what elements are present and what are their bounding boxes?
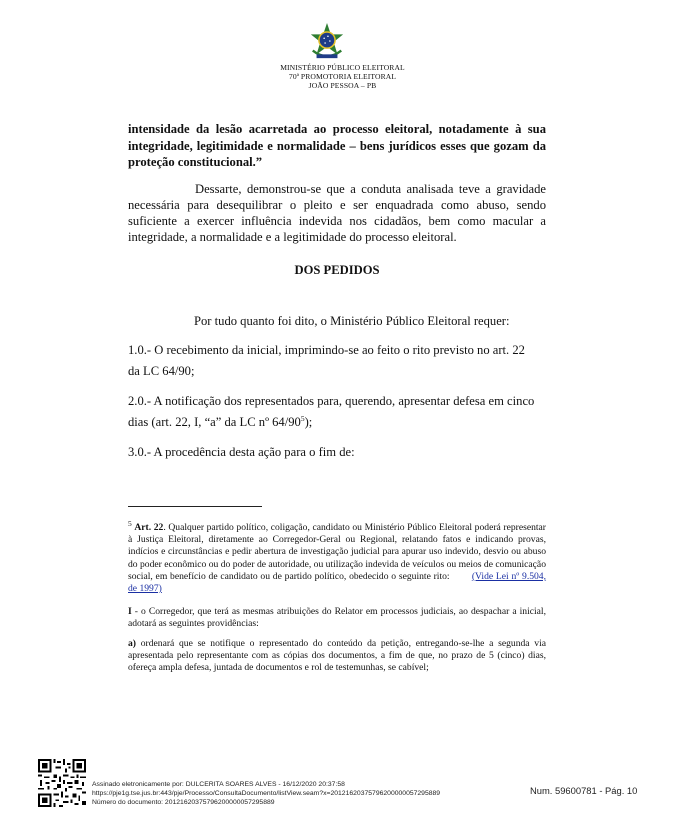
argument-paragraph-text: Dessarte, demonstrou-se que a conduta analisada teve a gravidade necessária para desequilibrar o pleito e ser enquadrada como abuso, sendo suficiente a exercer influência indevida nos cidadãos, bem como macular a integridade, a normalidade e a legitimidade do processo eleitoral. (128, 182, 546, 244)
footnote-article-text: . Qualquer partido político, coligação, candidato ou Ministério Público Eleitoral poderá representar à Justiça Eleitoral, diretamente ao Corregedor-Geral ou Regional, relatando fatos e indicando provas, indícios e circunstâncias e pedir abertura de investigação judicial para apurar uso indevido, desvio ou abuso do poder econômico ou do poder de autoridade, ou utilização indevida de veículos ou meios de comunicação social, em benefício de candidato ou de partido político, obedecido o seguinte rito: (128, 522, 546, 582)
footnote-item-i-text: - o Corregedor, que terá as mesmas atribuições do Relator em processos judiciais, ao despachar a inicial, adotará as seguintes providências: (128, 606, 546, 630)
footnote-item-i (128, 606, 546, 630)
header-line-ministry: MINISTÉRIO PÚBLICO ELEITORAL (280, 63, 405, 72)
footnote-item-i-label: I (128, 606, 132, 617)
header-line-promotoria: 70ª PROMOTORIA ELEITORAL (288, 72, 397, 81)
brazil-coat-of-arms-icon (308, 22, 346, 62)
header-line-city: JOÃO PESSOA – PB (308, 81, 377, 90)
document-number: Número do documento: 20121620375796200000057295889 (92, 799, 275, 806)
header-institution (0, 63, 685, 90)
footnote-item-a-text: ordenará que se notifique o representado do conteúdo da petição, entregando-se-lhe a segunda via apresentada pelo representante com as cópias dos documentos, a fim de que, no prazo de 5 (cinco) dias, ofereça ampla defesa, juntada de documentos e rol de testemunhas, se cabível; (128, 638, 546, 674)
footnote-number: 5 (128, 518, 132, 528)
request-item-3: 3.0.- A procedência desta ação para o fim de: (128, 445, 355, 459)
page-number: Num. 59600781 - Pág. 10 (530, 785, 638, 796)
footnote-article-label: Art. 22 (134, 522, 164, 533)
quoted-text: intensidade da lesão acarretada ao processo eleitoral, notadamente à sua integridade, legitimidade e normalidade – bens jurídicos esses que gozam da proteção constitucional.” (128, 122, 546, 169)
signature-line: Assinado eletronicamente por: DULCERITA SOARES ALVES - 16/12/2020 20:37:58 (92, 781, 345, 788)
argument-paragraph (128, 181, 546, 245)
signature-info (92, 780, 440, 807)
request-item-2 (128, 391, 538, 433)
footnote-article (128, 518, 547, 595)
footnote-divider (128, 506, 262, 507)
document-url[interactable]: https://pje1g.tse.jus.br:443/pje/Processo/ConsultaDocumento/listView.seam?x=20121620375796200000057295889 (92, 790, 441, 797)
footnote-ref[interactable]: 5 (300, 413, 305, 423)
qr-code-icon (38, 759, 86, 807)
request-item-1: 1.0.- O recebimento da inicial, imprimindo-se ao feito o rito previsto no art. 22 da LC 64/90; (128, 343, 525, 378)
law-reference-link[interactable]: (Vide Lei nº 9.504, de 1997) (128, 570, 547, 595)
requests-intro: Por tudo quanto foi dito, o Ministério Público Eleitoral requer: (194, 314, 510, 328)
section-heading: DOS PEDIDOS (294, 263, 380, 277)
footnote-item-a (128, 638, 546, 675)
request-item-2-text: 2.0.- A notificação dos representados para, querendo, apresentar defesa em cinco dias (art. 22, I, “a” da LC nº 64/90 (128, 394, 535, 429)
footnote-item-a-label: a) (128, 638, 136, 649)
request-item-2-end: ); (304, 415, 313, 429)
